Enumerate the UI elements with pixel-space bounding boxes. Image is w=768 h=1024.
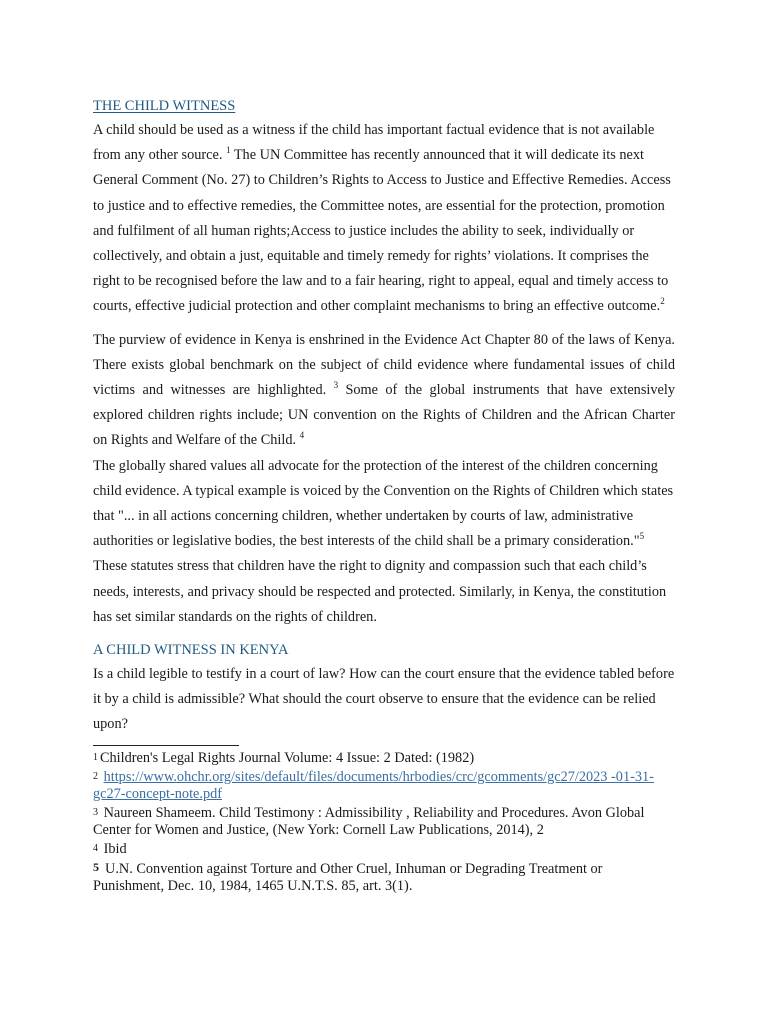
paragraph-shared-values bbox=[93, 454, 675, 630]
footnote-1 bbox=[93, 749, 675, 767]
footnote-5 bbox=[93, 859, 675, 895]
footnote-mark: 3 bbox=[93, 806, 98, 818]
footnote-ref-3[interactable]: 3 bbox=[333, 380, 339, 391]
footnote-text: Children's Legal Rights Journal Volume: 4 Issue: 2 Dated: (1982) bbox=[100, 749, 475, 766]
footnote-4 bbox=[93, 840, 675, 858]
section-heading-child-witness-kenya: A CHILD WITNESS IN KENYA bbox=[93, 642, 289, 659]
footnote-mark: 1 bbox=[93, 751, 98, 763]
section-heading-child-witness: THE CHILD WITNESS bbox=[93, 98, 236, 114]
footnote-mark: 4 bbox=[93, 842, 98, 854]
footnote-ref-5[interactable]: 5 bbox=[639, 531, 645, 542]
footnote-text: Ibid bbox=[103, 840, 127, 857]
paragraph-child-witness-intro bbox=[93, 118, 675, 320]
footnote-2 bbox=[93, 768, 675, 803]
paragraph-text: These statutes stress that children have the right to dignity and compassion such that each child’s needs, interests, and privacy should be respected and protected. Similarly, in Kenya, the constitution has set similar standards on the rights of children. bbox=[93, 558, 667, 625]
footnote-3 bbox=[93, 804, 675, 839]
footnote-text: Naureen Shameem. Child Testimony : Admissibility , Reliability and Procedures. Avon Global Center for Women and Justice, (New York: Cornell Law Publications, 2014), 2 bbox=[93, 804, 645, 838]
document-page bbox=[93, 96, 675, 896]
paragraph-text: The purview of evidence in Kenya is enshrined in the Evidence Act Chapter 80 of the laws of Kenya. There exists global benchmark on the subject of child evidence where fundamental issues of child victims and witnesses are highlighted. bbox=[93, 331, 675, 399]
paragraph-text: The globally shared values all advocate for the protection of the interest of the children concerning child evidence. A typical example is voiced by the Convention on the Rights of Children which states that "... in all actions concerning children, whether undertaken by courts of law, administrative authorities or legislative bodies, the best interests of the child shall be a primary consideration." bbox=[93, 457, 674, 550]
footnote-mark: 5 bbox=[93, 859, 99, 874]
footnotes bbox=[93, 749, 675, 895]
paragraph-text: Some of the global instruments that have extensively explored children rights include; UN convention on the Rights of Children and the African Charter on Rights and Welfare of the Child. bbox=[93, 382, 675, 449]
footnote-ref-4[interactable]: 4 bbox=[299, 430, 305, 441]
footnote-text: U.N. Convention against Torture and Other Cruel, Inhuman or Degrading Treatment or Punishment, Dec. 10, 1984, 1465 U.N.T.S. 85, art. 3(1). bbox=[93, 860, 603, 894]
paragraph-questions: Is a child legible to testify in a court of law? How can the court ensure that the evidence tabled before it by a child is admissible? What should the court observe to ensure that the evidence can be relied upon? bbox=[93, 666, 675, 733]
footnote-mark: 2 bbox=[93, 770, 98, 782]
paragraph-text: The UN Committee has recently announced that it will dedicate its next General Comment (No. 27) to Children’s Rights to Access to Justice and Effective Remedies. Access to justice and to effective remedies, the Committee notes, are essential for the protection, promotion and fulfilment of all human rights;Access to justice includes the ability to seek, individually or collectively, and obtain a just, equitable and timely remedy for rights’ violations. It comprises the right to be recognised before the law and to a fair hearing, right to appeal, equal and timely access to courts, effective judicial protection and other complaint mechanisms to bring an effective outcome. bbox=[93, 147, 671, 315]
footnote-separator bbox=[93, 745, 239, 746]
paragraph-evidence-kenya bbox=[93, 328, 675, 454]
paragraph-text: A child should be used as a witness if the child has important factual evidence that is not available from any other source. bbox=[93, 122, 655, 164]
footnote-link[interactable]: https://www.ohchr.org/sites/default/files/documents/hrbodies/crc/gcomments/gc27/2023 -01-31-gc27-concept-note.pdf bbox=[93, 768, 654, 802]
footnote-ref-1[interactable]: 1 bbox=[226, 145, 231, 156]
footnote-ref-2[interactable]: 2 bbox=[660, 296, 665, 307]
